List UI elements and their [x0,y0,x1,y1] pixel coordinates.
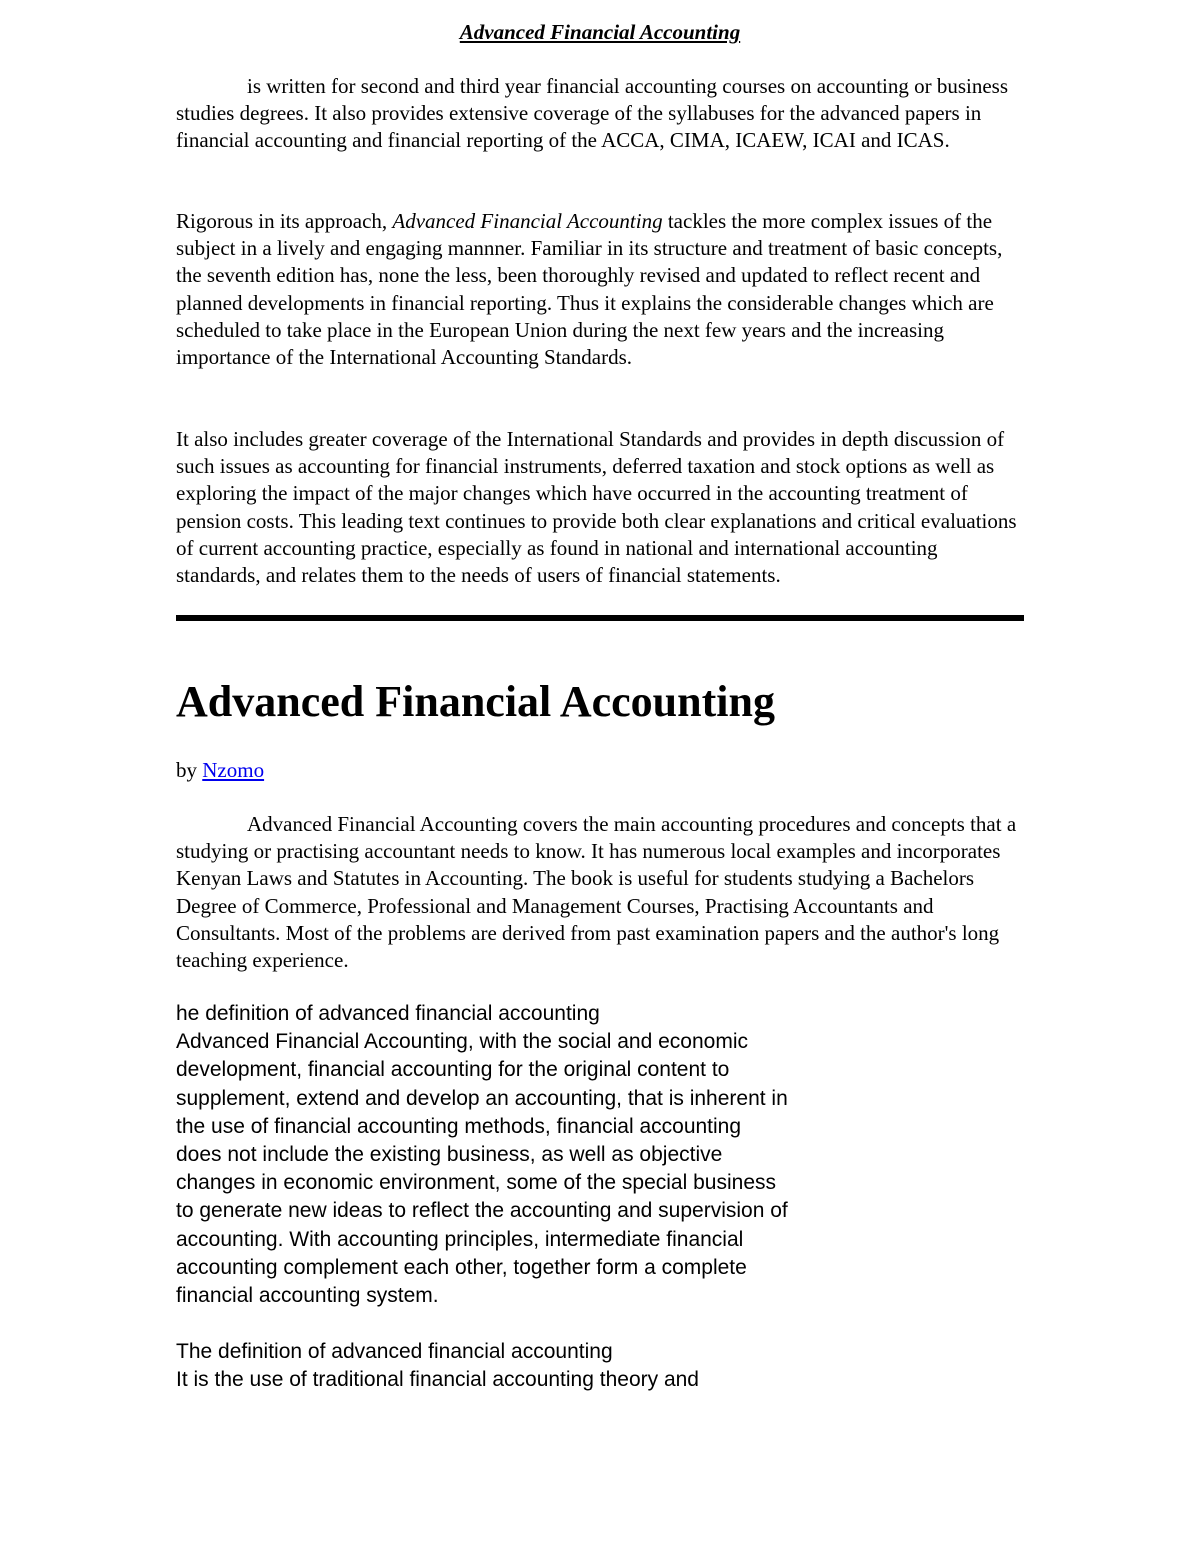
definition-line: development, financial accounting for the original content to [176,1058,730,1082]
intro-paragraph [176,73,1026,155]
definition-line: does not include the existing business, as well as objective [176,1143,723,1167]
coverage-text: It also includes greater coverage of the International Standards and provides in depth discussion of such issues as accounting for financial instruments, deferred taxation and stock options as well as exploring the impact of the major changes which have occurred in the accounting treatment of pension costs. This leading text continues to provide both clear explanations and critical evaluations of current accounting practice, especially as found in national and international accounting standards, and relates them to the needs of users of financial statements. [176,427,1017,588]
coverage-paragraph [176,426,1026,589]
intro-text: is written for second and third year financial accounting courses on accounting or business studies degrees. It also provides extensive coverage of the syllabuses for the advanced papers in financial accounting and financial reporting of the ACCA, CIMA, ICAEW, ICAI and ICAS. [176,74,1009,153]
definition-line: supplement, extend and develop an accounting, that is inherent in [176,1086,788,1110]
definition-line: the use of financial accounting methods, financial accounting [176,1114,742,1138]
approach-text-after: tackles the more complex issues of the subject in a lively and engaging mannner. Familiar in its structure and treatment of basic concepts, the seventh edition has, none the less, been thoroughly revised and updated to reflect recent and planned developments in financial reporting. Thus it explains the considerable changes which are scheduled to take place in the European Union during the next few years and the increasing importance of the International Accounting Standards. [176,209,1003,370]
book-description-text: Advanced Financial Accounting covers the main accounting procedures and concepts that a studying or practising accountant needs to know. It has numerous local examples and incorporates Kenyan Laws and Statutes in Accounting. The book is useful for students studying a Bachelors Degree of Commerce, Professional and Management Courses, Practising Accountants and Consultants. Most of the problems are derived from past examination papers and the author's long teaching experience. [176,812,1017,973]
approach-book-title: Advanced Financial Accounting [392,209,663,233]
definition-section-2 [176,1338,1026,1394]
definition-line: Advanced Financial Accounting, with the social and economic [176,1030,749,1054]
horizontal-rule [176,615,1024,621]
page-title: Advanced Financial Accounting [459,20,741,44]
by-label: by [176,758,203,782]
approach-paragraph [176,208,1026,371]
definition-line: accounting complement each other, together form a complete [176,1255,747,1279]
definition-section-1 [176,1000,1026,1310]
author-link[interactable]: Nzomo [202,758,265,782]
definition-line: accounting. With accounting principles, intermediate financial [176,1227,744,1251]
definition-line: changes in economic environment, some of the special business [176,1171,776,1195]
definition-line: The definition of advanced financial accounting [176,1340,613,1363]
approach-text-before: Rigorous in its approach, [176,209,393,233]
book-heading: Advanced Financial Accounting [176,677,775,726]
book-description [176,811,1026,974]
definition-line: he definition of advanced financial accounting [176,1002,600,1025]
definition-line: to generate new ideas to reflect the accounting and supervision of [176,1199,788,1223]
byline [176,757,1026,784]
definition-line: It is the use of traditional financial accounting theory and [176,1368,699,1392]
definition-line: financial accounting system. [176,1284,439,1308]
